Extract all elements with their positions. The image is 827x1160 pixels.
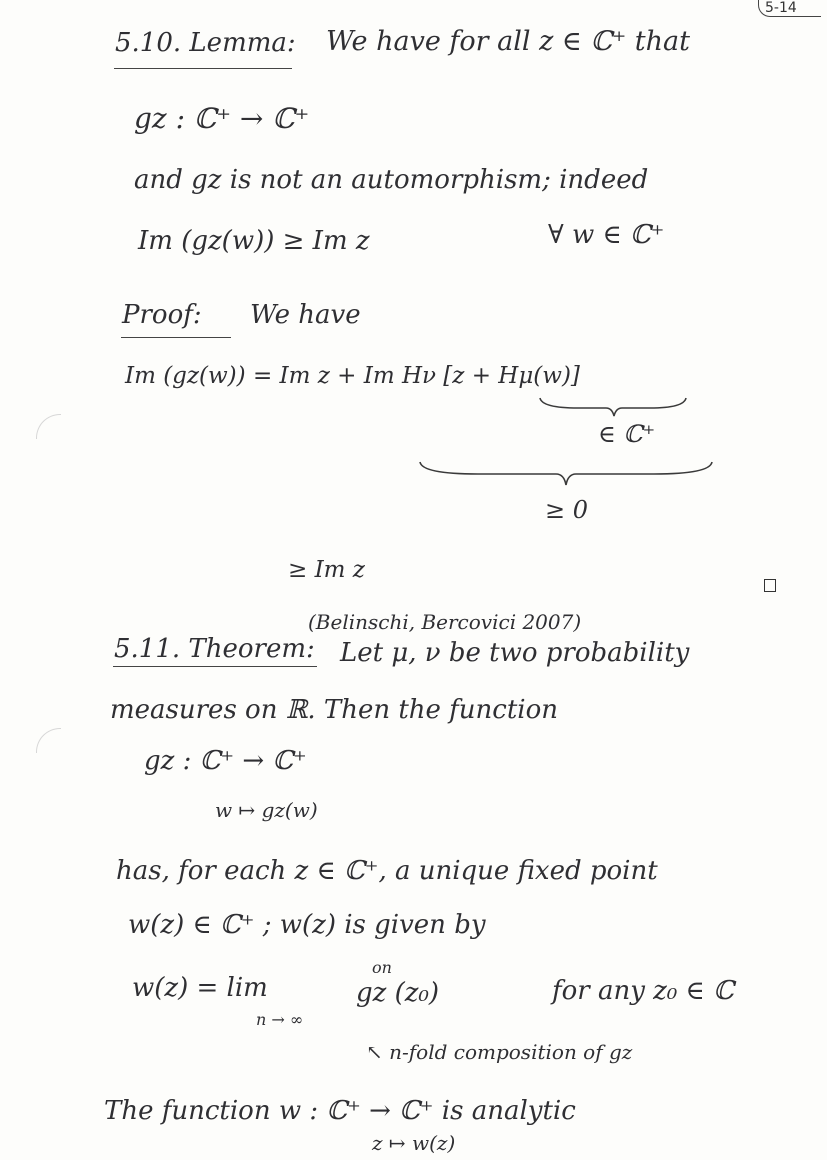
under-outer-label: ≥ 0 <box>545 496 589 524</box>
lemma-quantifier: ∀ w ∈ ℂ⁺ <box>548 220 665 250</box>
lemma-label: 5.10. Lemma: <box>115 28 296 58</box>
outer-underbrace <box>418 458 714 488</box>
margin-punch-mark <box>36 728 61 753</box>
theorem-label: 5.11. Theorem: <box>114 634 315 664</box>
under-inner-label: ∈ ℂ⁺ <box>598 420 656 448</box>
theorem-line3: has, for each z ∈ ℂ⁺, a unique fixed point <box>116 856 658 886</box>
theorem-line5: The function w : ℂ⁺ → ℂ⁺ is analytic <box>104 1096 576 1126</box>
limit-subscript: n → ∞ <box>256 1010 304 1029</box>
theorem-line4: w(z) ∈ ℂ⁺ ; w(z) is given by <box>128 910 486 940</box>
lemma-map: gz : ℂ⁺ → ℂ⁺ <box>134 102 310 135</box>
page-number: 5-14 <box>765 0 797 16</box>
theorem-citation: (Belinschi, Bercovici 2007) <box>308 610 582 634</box>
proof-label: Proof: <box>122 300 202 330</box>
limit-condition: for any z₀ ∈ ℂ <box>552 976 734 1006</box>
lemma-inequality: Im (gz(w)) ≥ Im z <box>138 226 370 256</box>
theorem-line2: measures on ℝ. Then the function <box>110 695 559 725</box>
inner-underbrace <box>538 396 688 418</box>
theorem-map1: gz : ℂ⁺ → ℂ⁺ <box>144 746 307 776</box>
proof-conclusion: ≥ Im z <box>288 557 365 583</box>
qed-box-icon <box>764 579 776 592</box>
lemma-label-underline <box>114 68 292 69</box>
composition-note: ↖ n-fold composition of gz <box>366 1040 633 1064</box>
proof-equation: Im (gz(w)) = Im z + Im Hν [z + Hμ(w)] <box>125 363 580 389</box>
theorem-label-underline <box>113 666 317 667</box>
proof-intro: We have <box>250 300 361 330</box>
proof-label-underline <box>121 337 231 338</box>
margin-punch-mark <box>36 414 61 439</box>
theorem-map2: w ↦ gz(w) <box>215 798 318 822</box>
lemma-statement: We have for all z ∈ ℂ⁺ that <box>326 26 690 57</box>
theorem-line1: Let μ, ν be two probability <box>340 638 690 668</box>
theorem-line6: z ↦ w(z) <box>372 1131 456 1155</box>
limit-rhs: gz (z₀) <box>356 978 440 1008</box>
limit-superscript: on <box>372 958 392 977</box>
lemma-claim: and gz is not an automorphism; indeed <box>134 165 649 195</box>
limit-lhs: w(z) = lim <box>132 973 268 1003</box>
